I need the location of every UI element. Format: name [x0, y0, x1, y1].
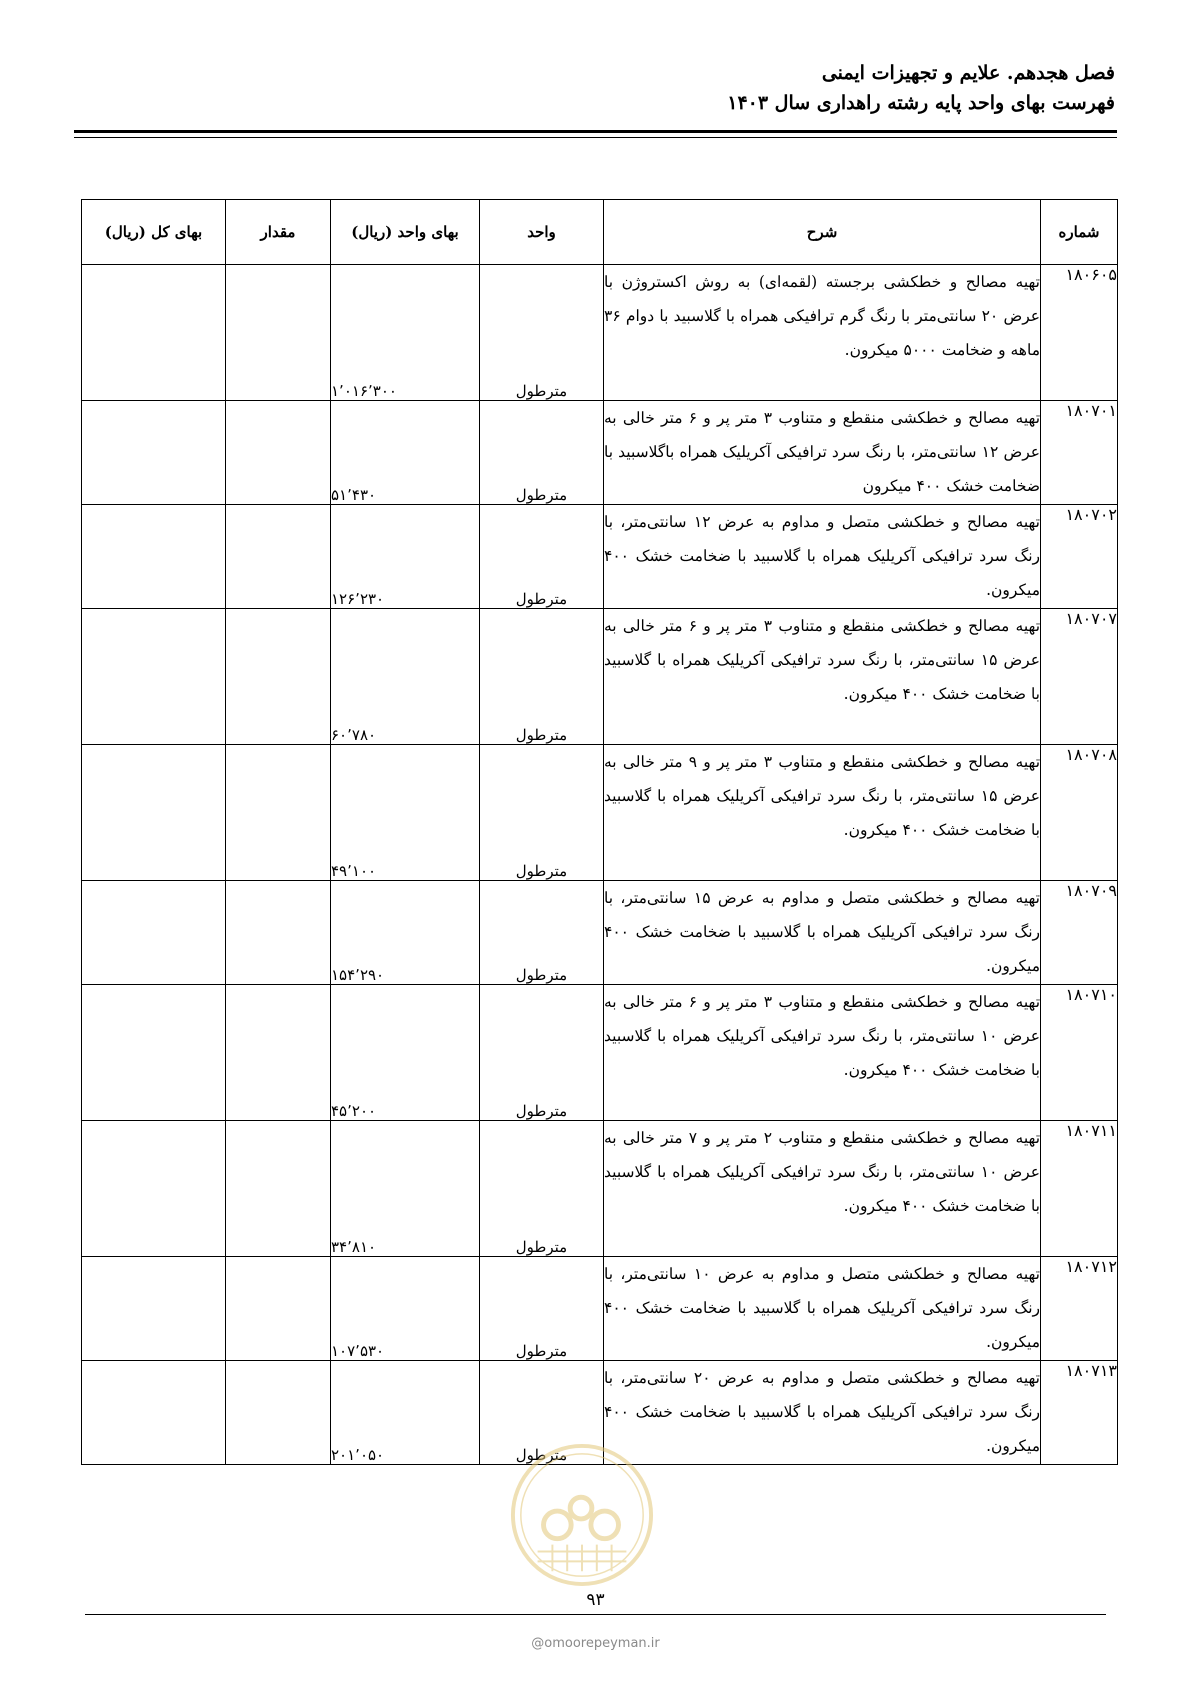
item-unit-price: ۱۰۷٬۵۳۰ [331, 1257, 480, 1361]
item-quantity [226, 609, 331, 745]
item-unit: مترطول [480, 1121, 604, 1257]
table-header-row [82, 200, 1118, 265]
table-row [82, 1121, 1118, 1257]
table-row [82, 1257, 1118, 1361]
item-total-price [82, 1121, 226, 1257]
table-row [82, 505, 1118, 609]
item-total-price [82, 1257, 226, 1361]
item-number: ۱۸۰۷۱۰ [1041, 985, 1118, 1121]
item-unit-price: ۴۹٬۱۰۰ [331, 745, 480, 881]
item-unit: مترطول [480, 1257, 604, 1361]
item-total-price [82, 745, 226, 881]
item-unit-price: ۳۴٬۸۱۰ [331, 1121, 480, 1257]
item-number: ۱۸۰۷۰۱ [1041, 401, 1118, 505]
item-number: ۱۸۰۷۱۳ [1041, 1361, 1118, 1465]
item-quantity [226, 881, 331, 985]
column-header-number: شماره [1041, 200, 1118, 265]
item-total-price [82, 985, 226, 1121]
document-title: فهرست بهای واحد پایه رشته راهداری سال ۱۴۰۳ [727, 92, 1115, 114]
chapter-title: فصل هجدهم. علایم و تجهیزات ایمنی [821, 62, 1115, 84]
item-unit-price: ۵۱٬۴۳۰ [331, 401, 480, 505]
item-unit-price: ۱۲۶٬۲۳۰ [331, 505, 480, 609]
item-description: تهیه مصالح و خطکشی منقطع و متناوب ۳ متر پر و ۶ متر خالی به عرض ۱۵ سانتی‌متر، با رنگ سرد ترافیکی آکریلیک همراه با گلاسبید با ضخامت خشک ۴۰۰ میکرون. [604, 609, 1041, 745]
item-unit-price: ۱۵۴٬۲۹۰ [331, 881, 480, 985]
item-description: تهیه مصالح و خطکشی متصل و مداوم به عرض ۱۲ سانتی‌متر، با رنگ سرد ترافیکی آکریلیک همراه با گلاسبید با ضخامت خشک ۴۰۰ میکرون. [604, 505, 1041, 609]
item-quantity [226, 1121, 331, 1257]
item-unit-price: ۲۰۱٬۰۵۰ [331, 1361, 480, 1465]
item-quantity [226, 505, 331, 609]
item-description: تهیه مصالح و خطکشی منقطع و متناوب ۲ متر پر و ۷ متر خالی به عرض ۱۰ سانتی‌متر، با رنگ سرد ترافیکی آکریلیک همراه با گلاسبید با ضخامت خشک ۴۰۰ میکرون. [604, 1121, 1041, 1257]
item-unit-price: ۶۰٬۷۸۰ [331, 609, 480, 745]
table-row [82, 265, 1118, 401]
item-quantity [226, 1361, 331, 1465]
footer-rule [85, 1614, 1106, 1615]
header-rule-thin [74, 137, 1117, 138]
item-unit: مترطول [480, 265, 604, 401]
item-unit: مترطول [480, 881, 604, 985]
column-header-total-price: بهای کل (ریال) [82, 200, 226, 265]
table-row [82, 745, 1118, 881]
item-unit-price: ۴۵٬۲۰۰ [331, 985, 480, 1121]
page-number: ۹۳ [586, 1590, 605, 1610]
item-unit: مترطول [480, 1361, 604, 1465]
item-number: ۱۸۰۷۰۷ [1041, 609, 1118, 745]
header-rule-thick [74, 130, 1117, 133]
page-header [727, 58, 1115, 118]
table-row [82, 881, 1118, 985]
price-list-table [81, 199, 1118, 1465]
item-unit-price: ۱٬۰۱۶٬۳۰۰ [331, 265, 480, 401]
item-unit: مترطول [480, 401, 604, 505]
item-number: ۱۸۰۷۱۲ [1041, 1257, 1118, 1361]
item-description: تهیه مصالح و خطکشی متصل و مداوم به عرض ۱۵ سانتی‌متر، با رنگ سرد ترافیکی آکریلیک همراه با گلاسبید با ضخامت خشک ۴۰۰ میکرون. [604, 881, 1041, 985]
item-number: ۱۸۰۷۱۱ [1041, 1121, 1118, 1257]
item-description: تهیه مصالح و خطکشی منقطع و متناوب ۳ متر پر و ۶ متر خالی به عرض ۱۲ سانتی‌متر، با رنگ سرد ترافیکی آکریلیک همراه باگلاسبید با ضخامت خشک ۴۰۰ میکرون [604, 401, 1041, 505]
watermark-seal-logo [508, 1440, 656, 1590]
item-unit: مترطول [480, 505, 604, 609]
item-number: ۱۸۰۷۰۸ [1041, 745, 1118, 881]
item-total-price [82, 1361, 226, 1465]
item-unit: مترطول [480, 985, 604, 1121]
item-total-price [82, 401, 226, 505]
column-header-unit: واحد [480, 200, 604, 265]
item-description: تهیه مصالح و خطکشی برجسته (لقمه‌ای) به روش اکستروژن با عرض ۲۰ سانتی‌متر با رنگ گرم ترافیکی همراه با گلاسبید با دوام ۳۶ ماهه و ضخامت ۵۰۰۰ میکرون. [604, 265, 1041, 401]
table-row [82, 401, 1118, 505]
column-header-unit-price: بهای واحد (ریال) [331, 200, 480, 265]
item-quantity [226, 265, 331, 401]
item-number: ۱۸۰۷۰۹ [1041, 881, 1118, 985]
item-number: ۱۸۰۶۰۵ [1041, 265, 1118, 401]
item-description: تهیه مصالح و خطکشی منقطع و متناوب ۳ متر پر و ۹ متر خالی به عرض ۱۵ سانتی‌متر، با رنگ سرد ترافیکی آکریلیک همراه با گلاسبید با ضخامت خشک ۴۰۰ میکرون. [604, 745, 1041, 881]
item-number: ۱۸۰۷۰۲ [1041, 505, 1118, 609]
website-link[interactable]: @omoorepeyman.ir [531, 1636, 660, 1651]
item-quantity [226, 1257, 331, 1361]
column-header-quantity: مقدار [226, 200, 331, 265]
item-quantity [226, 985, 331, 1121]
item-description: تهیه مصالح و خطکشی متصل و مداوم به عرض ۲۰ سانتی‌متر، با رنگ سرد ترافیکی آکریلیک همراه با گلاسبید با ضخامت خشک ۴۰۰ میکرون. [604, 1361, 1041, 1465]
item-unit: مترطول [480, 609, 604, 745]
item-total-price [82, 505, 226, 609]
item-description: تهیه مصالح و خطکشی منقطع و متناوب ۳ متر پر و ۶ متر خالی به عرض ۱۰ سانتی‌متر، با رنگ سرد ترافیکی آکریلیک همراه با گلاسبید با ضخامت خشک ۴۰۰ میکرون. [604, 985, 1041, 1121]
item-total-price [82, 881, 226, 985]
item-unit: مترطول [480, 745, 604, 881]
table-row [82, 985, 1118, 1121]
item-total-price [82, 265, 226, 401]
item-total-price [82, 609, 226, 745]
item-quantity [226, 745, 331, 881]
item-quantity [226, 401, 331, 505]
item-description: تهیه مصالح و خطکشی متصل و مداوم به عرض ۱۰ سانتی‌متر، با رنگ سرد ترافیکی آکریلیک همراه با گلاسبید با ضخامت خشک ۴۰۰ میکرون. [604, 1257, 1041, 1361]
column-header-description: شرح [604, 200, 1041, 265]
table-row [82, 609, 1118, 745]
